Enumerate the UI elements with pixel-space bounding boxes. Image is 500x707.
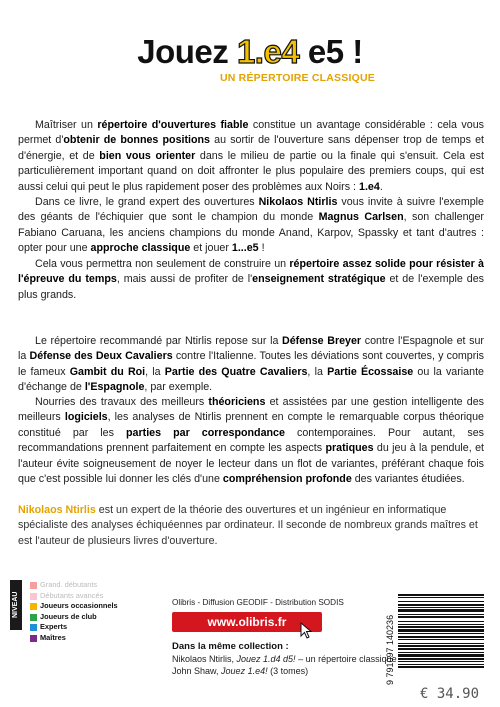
level-list bbox=[30, 580, 118, 644]
text-run: constitue un avantage considérable : cela vous permet d' bbox=[18, 119, 484, 147]
barcode-bar bbox=[398, 639, 484, 640]
text-run: au sortir de l'ouverture sans dépenser trop de temps et d'énergie, et de bbox=[18, 134, 484, 162]
bold-phrase: Partie Écossaise bbox=[327, 365, 414, 378]
level-swatch bbox=[30, 635, 37, 642]
bold-phrase: 1...e5 bbox=[231, 242, 259, 255]
paragraph-repertoire bbox=[18, 334, 484, 396]
text-run: dans le milieu de partie ou la finale qui s'ensuit. Cela est particulièrement important quand on doit affronter le plus populaire des premiers coups, qui est aussi celui qui peut le plus rapidement poser des problèmes aux Noirs : bbox=[18, 149, 484, 193]
level-swatch bbox=[30, 582, 37, 589]
level-item bbox=[30, 591, 118, 602]
bio-text: est un expert de la théorie des ouvertures et un ingénieur en informatique spécialiste des analyses échiquéennes par ordinateur. Il seconde de nombreux grands maîtres et est l'auteur de plusieurs livres d'ouverture. bbox=[18, 504, 478, 547]
level-swatch bbox=[30, 624, 37, 631]
collection-item-author: Nikolaos Ntirlis, bbox=[172, 654, 237, 664]
text-run: vous invite à suivre l'exemple des géants de l'échiquier que sont le champion du monde bbox=[18, 196, 484, 224]
barcode-bar bbox=[398, 604, 484, 606]
barcode-bar bbox=[398, 636, 484, 638]
barcode-bar bbox=[398, 652, 484, 653]
text-run: et assistées par une gestion intelligente des meilleurs bbox=[18, 396, 484, 424]
barcode-bar bbox=[398, 664, 484, 665]
bold-phrase: pratiques bbox=[325, 442, 374, 455]
text-run: contre l'Italienne. Toutes les déviations sont couvertes, y compris le fameux bbox=[18, 350, 485, 378]
text-run: Maîtriser un bbox=[35, 119, 98, 131]
collection-item-author: John Shaw, bbox=[172, 666, 222, 676]
bold-phrase: compréhension profonde bbox=[222, 473, 352, 486]
text-run: Nourries des travaux des meilleurs bbox=[35, 396, 209, 408]
barcode-bar bbox=[398, 658, 484, 660]
text-run: ! bbox=[258, 242, 265, 255]
barcode-bar bbox=[398, 629, 484, 632]
paragraph-analysis bbox=[18, 395, 484, 487]
collection-item bbox=[172, 654, 397, 664]
barcode-bar bbox=[398, 645, 484, 647]
barcode-bar bbox=[398, 621, 484, 622]
collection-item-title: Jouez 1.d4 d5! bbox=[236, 654, 296, 664]
level-item bbox=[30, 612, 118, 623]
barcode-bar bbox=[398, 609, 484, 612]
level-label-text: Maîtres bbox=[40, 632, 66, 642]
paragraph-intro bbox=[18, 118, 484, 195]
barcode-bar bbox=[398, 626, 484, 628]
barcode-bar bbox=[398, 616, 484, 618]
collection-item bbox=[172, 666, 308, 676]
bold-phrase: Défense Breyer bbox=[282, 335, 362, 347]
level-label-text: Experts bbox=[40, 622, 68, 632]
paragraph-benefit bbox=[18, 257, 484, 303]
text-run: Le répertoire recommandé par Ntirlis repose sur la bbox=[35, 335, 283, 347]
level-label: NIVEAU bbox=[10, 580, 22, 630]
publisher-url-button[interactable]: www.olibris.fr bbox=[172, 612, 322, 632]
text-run: des variantes étudiées. bbox=[351, 473, 465, 486]
barcode-bar bbox=[398, 666, 484, 668]
bold-phrase: parties par correspondance bbox=[126, 426, 285, 439]
bold-phrase: logiciels bbox=[64, 411, 108, 424]
text-run: contemporaines. Pour autant, ses recommandations prennent parfaitement en compte les aspects bbox=[18, 426, 485, 455]
barcode-bar bbox=[398, 661, 484, 662]
bold-phrase: théoriciens bbox=[208, 396, 266, 408]
barcode-bar bbox=[398, 648, 484, 650]
bold-phrase: Partie des Quatre Cavaliers bbox=[164, 365, 308, 378]
distribution-text: Olibris - Diffusion GEODIF - Distribution SODIS bbox=[172, 598, 344, 607]
barcode-bar bbox=[398, 624, 484, 625]
text-run: Dans ce livre, le grand expert des ouvertures bbox=[35, 196, 259, 208]
text-run: Cela vous permettra non seulement de construire un bbox=[35, 258, 290, 270]
book-title bbox=[0, 32, 500, 72]
text-run: , la bbox=[307, 365, 328, 378]
text-run: , par exemple. bbox=[144, 381, 213, 394]
barcode-bar bbox=[398, 594, 484, 596]
isbn-barcode bbox=[384, 592, 492, 687]
bold-phrase: Nikolaos Ntirlis bbox=[258, 196, 338, 208]
pointer-cursor-icon bbox=[300, 622, 314, 640]
text-run: contre l'Espagnole et sur la bbox=[18, 335, 484, 363]
text-run: , son challenger Fabiano Caruana, les anciens champions du monde Anand, Karpov, Spassky et tant d'autres : opter pour une bbox=[18, 211, 484, 255]
barcode-bar bbox=[398, 607, 484, 608]
collection-item-suffix: (3 tomes) bbox=[267, 666, 309, 676]
title-highlight: 1.e4 bbox=[236, 33, 300, 70]
bold-phrase: bien vous orienter bbox=[99, 149, 196, 162]
level-item bbox=[30, 580, 118, 591]
level-label-text: Joueurs de club bbox=[40, 611, 97, 621]
paragraph-author bbox=[18, 195, 484, 257]
level-label-text: Joueurs occasionnels bbox=[40, 601, 118, 611]
bold-phrase: Gambit du Roi bbox=[69, 365, 146, 378]
text-run: du jeu à la pendule, et l'auteur évite soigneusement de noyer le lecteur dans un flot de variantes, préférant chaque fois que c'est possible lui donner les clés d'une bbox=[18, 442, 484, 486]
author-bio bbox=[18, 503, 488, 549]
level-item bbox=[30, 633, 118, 644]
level-swatch bbox=[30, 593, 37, 600]
bio-author-name: Nikolaos Ntirlis bbox=[18, 504, 96, 516]
level-item bbox=[30, 601, 118, 612]
text-run: , les analyses de Ntirlis prennent en compte le remarquable corpus théorique constitué par les bbox=[18, 411, 484, 439]
barcode-bar bbox=[398, 654, 484, 657]
text-run: . bbox=[379, 180, 383, 193]
barcode-bar bbox=[398, 643, 484, 644]
text-run: et de l'exemple des plus grands. bbox=[18, 273, 484, 301]
text-run: , la bbox=[145, 365, 165, 378]
book-subtitle: UN RÉPERTOIRE CLASSIQUE bbox=[220, 72, 375, 84]
bold-phrase: enseignement stratégique bbox=[252, 273, 386, 286]
bold-phrase: l'Espagnole bbox=[84, 381, 145, 394]
text-run: , mais aussi de profiter de l' bbox=[116, 273, 253, 286]
bold-phrase: approche classique bbox=[90, 242, 191, 255]
barcode-bar bbox=[398, 633, 484, 634]
level-label-text: Grand. débutants bbox=[40, 580, 98, 589]
barcode-bar bbox=[398, 601, 484, 602]
level-swatch bbox=[30, 603, 37, 610]
collection-item-suffix: – un répertoire classique bbox=[295, 654, 397, 664]
barcode-digits: 9 791097 140236 bbox=[385, 614, 395, 685]
bold-phrase: répertoire d'ouvertures fiable bbox=[97, 119, 249, 131]
level-swatch bbox=[30, 614, 37, 621]
title-area bbox=[0, 32, 500, 72]
bold-phrase: répertoire assez solide pour résister à l'épreuve du temps bbox=[18, 258, 485, 286]
level-label-text: Débutants avancés bbox=[40, 590, 104, 600]
collection-title: Dans la même collection : bbox=[172, 641, 289, 652]
title-post: e5 ! bbox=[299, 33, 363, 70]
bold-phrase: 1.e4 bbox=[359, 180, 380, 193]
bold-phrase: obtenir de bonnes positions bbox=[63, 134, 211, 147]
bold-phrase: Magnus Carlsen bbox=[318, 211, 404, 224]
collection-item-title: Jouez 1.e4! bbox=[221, 666, 268, 676]
text-run: ou la variante d'échange de bbox=[18, 365, 484, 394]
text-run: et jouer bbox=[190, 242, 232, 255]
price-tag: € 34.90 bbox=[420, 686, 480, 702]
title-pre: Jouez bbox=[137, 33, 237, 70]
bold-phrase: Défense des Deux Cavaliers bbox=[29, 350, 173, 363]
level-item bbox=[30, 622, 118, 633]
barcode-bar bbox=[398, 597, 484, 598]
barcode-bar bbox=[398, 614, 484, 615]
